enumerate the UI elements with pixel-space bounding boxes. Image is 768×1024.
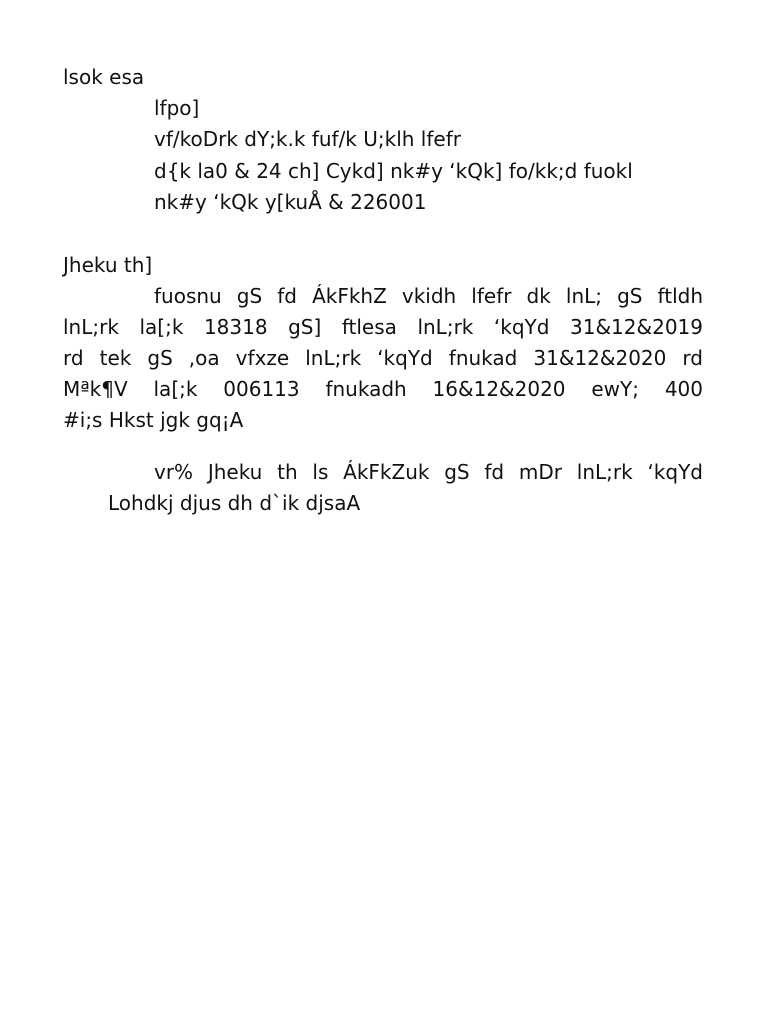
closing-line-2: Lohdkj djus dh d`ik djsaA	[108, 491, 361, 515]
body-paragraph-line-3: rd tek gS ,oa vfxze lnL;rk ‘kqYd fnukad 31&12&2020 rd	[63, 346, 703, 370]
address-line-1: lfpo]	[154, 96, 200, 120]
closing-line-1: vr% Jheku th ls ÁkFkZuk gS fd mDr lnL;rk ‘kqYd	[154, 460, 703, 484]
body-paragraph-line-1: fuosnu gS fd ÁkFkhZ vkidh lfefr dk lnL; gS ftldh	[154, 284, 703, 308]
body-paragraph-line-5: #i;s Hkst jgk gq¡A	[63, 408, 244, 432]
address-line-3: d{k la0 & 24 ch] Cykd] nk#y ‘kQk] fo/kk;d fuokl	[154, 159, 633, 183]
body-paragraph-line-2: lnL;rk la[;k 18318 gS] ftlesa lnL;rk ‘kqYd 31&12&2019	[63, 315, 703, 339]
address-line-4: nk#y ‘kQk y[kuÅ & 226001	[154, 190, 427, 214]
address-line-2: vf/koDrk dY;k.k fuf/k U;klh lfefr	[154, 127, 461, 151]
body-paragraph-line-4: Mªk¶V la[;k 006113 fnukadh 16&12&2020 ewY; 400	[63, 377, 703, 401]
greeting: Jheku th]	[63, 253, 153, 277]
salutation: lsok esa	[63, 65, 145, 89]
